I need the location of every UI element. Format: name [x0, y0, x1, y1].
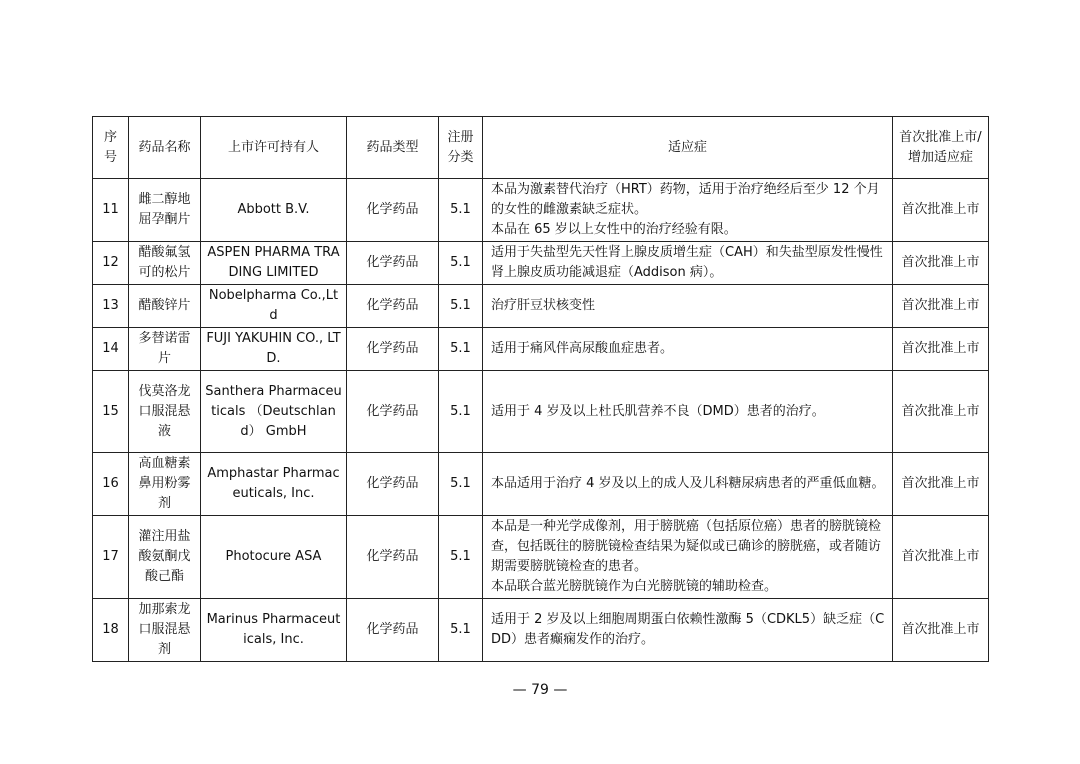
table-row [93, 285, 989, 328]
cell-indication [483, 599, 893, 662]
cell-holder: Marinus Pharmaceuticals, Inc. [201, 599, 347, 662]
indication-line: 本品为激素替代治疗（HRT）药物，适用于治疗绝经后至少 12 个月的女性的雌激素缺乏症状。 [491, 182, 880, 217]
cell-registration-class: 5.1 [439, 516, 483, 599]
cell-drug-type: 化学药品 [347, 285, 439, 328]
header-holder: 上市许可持有人 [201, 117, 347, 179]
cell-seq: 11 [93, 179, 129, 242]
header-indication: 适应症 [483, 117, 893, 179]
cell-drug-name: 伐莫洛龙口服混悬液 [129, 371, 201, 453]
cell-seq: 14 [93, 328, 129, 371]
cell-holder: Abbott B.V. [201, 179, 347, 242]
header-registration-class: 注册分类 [439, 117, 483, 179]
cell-drug-type: 化学药品 [347, 242, 439, 285]
cell-approval: 首次批准上市 [893, 328, 989, 371]
cell-drug-type: 化学药品 [347, 599, 439, 662]
cell-registration-class: 5.1 [439, 285, 483, 328]
cell-drug-name: 多替诺雷片 [129, 328, 201, 371]
cell-indication [483, 371, 893, 453]
table-row [93, 599, 989, 662]
cell-holder: Nobelpharma Co.,Ltd [201, 285, 347, 328]
cell-drug-type: 化学药品 [347, 453, 439, 516]
header-drug-name: 药品名称 [129, 117, 201, 179]
cell-drug-name: 醋酸氟氢可的松片 [129, 242, 201, 285]
cell-indication [483, 179, 893, 242]
cell-approval: 首次批准上市 [893, 453, 989, 516]
cell-approval: 首次批准上市 [893, 371, 989, 453]
header-approval: 首次批准上市/增加适应症 [893, 117, 989, 179]
cell-approval: 首次批准上市 [893, 179, 989, 242]
cell-drug-type: 化学药品 [347, 516, 439, 599]
header-drug-type: 药品类型 [347, 117, 439, 179]
cell-seq: 13 [93, 285, 129, 328]
cell-seq: 17 [93, 516, 129, 599]
cell-drug-name: 醋酸锌片 [129, 285, 201, 328]
table-row [93, 328, 989, 371]
indication-line: 适用于痛风伴高尿酸血症患者。 [491, 341, 674, 356]
indication-line: 本品适用于治疗 4 岁及以上的成人及儿科糖尿病患者的严重低血糖。 [491, 476, 885, 491]
cell-drug-name: 加那索龙口服混悬剂 [129, 599, 201, 662]
cell-seq: 16 [93, 453, 129, 516]
cell-holder: ASPEN PHARMA TRADING LIMITED [201, 242, 347, 285]
indication-line: 本品联合蓝光膀胱镜作为白光膀胱镜的辅助检查。 [491, 579, 778, 594]
table-header-row [93, 117, 989, 179]
drug-approval-table-container [92, 116, 988, 662]
cell-approval: 首次批准上市 [893, 516, 989, 599]
cell-holder: Photocure ASA [201, 516, 347, 599]
cell-registration-class: 5.1 [439, 371, 483, 453]
cell-indication [483, 328, 893, 371]
cell-registration-class: 5.1 [439, 453, 483, 516]
table-row [93, 516, 989, 599]
cell-indication [483, 242, 893, 285]
cell-drug-type: 化学药品 [347, 328, 439, 371]
drug-approval-table [92, 116, 989, 662]
cell-holder: Amphastar Pharmaceuticals, Inc. [201, 453, 347, 516]
cell-registration-class: 5.1 [439, 599, 483, 662]
cell-drug-name: 雌二醇地屈孕酮片 [129, 179, 201, 242]
header-seq: 序号 [93, 117, 129, 179]
cell-indication [483, 453, 893, 516]
cell-seq: 12 [93, 242, 129, 285]
cell-seq: 15 [93, 371, 129, 453]
cell-seq: 18 [93, 599, 129, 662]
cell-indication [483, 516, 893, 599]
cell-approval: 首次批准上市 [893, 599, 989, 662]
cell-indication [483, 285, 893, 328]
table-row [93, 179, 989, 242]
cell-approval: 首次批准上市 [893, 242, 989, 285]
indication-line: 本品在 65 岁以上女性中的治疗经验有限。 [491, 222, 737, 237]
cell-drug-type: 化学药品 [347, 179, 439, 242]
cell-drug-name: 高血糖素鼻用粉雾剂 [129, 453, 201, 516]
indication-line: 适用于失盐型先天性肾上腺皮质增生症（CAH）和失盐型原发性慢性肾上腺皮质功能减退症（Addison 病）。 [491, 245, 883, 280]
cell-registration-class: 5.1 [439, 179, 483, 242]
table-row [93, 453, 989, 516]
indication-line: 适用于 2 岁及以上细胞周期蛋白依赖性激酶 5（CDKL5）缺乏症（CDD）患者癫痫发作的治疗。 [491, 612, 885, 647]
cell-approval: 首次批准上市 [893, 285, 989, 328]
indication-line: 适用于 4 岁及以上杜氏肌营养不良（DMD）患者的治疗。 [491, 403, 825, 419]
indication-line: 治疗肝豆状核变性 [491, 298, 596, 313]
table-body [93, 179, 989, 662]
cell-holder: FUJI YAKUHIN CO., LTD. [201, 328, 347, 371]
table-row [93, 371, 989, 453]
table-row [93, 242, 989, 285]
cell-drug-name: 灌注用盐酸氨酮戊酸己酯 [129, 516, 201, 599]
cell-registration-class: 5.1 [439, 242, 483, 285]
indication-line: 本品是一种光学成像剂，用于膀胱癌（包括原位癌）患者的膀胱镜检查，包括既往的膀胱镜检查结果为疑似或已确诊的膀胱癌，或者随访期需要膀胱镜检查的患者。 [491, 519, 882, 574]
page-number: — 79 — [512, 682, 568, 698]
cell-holder: Santhera Pharmaceuticals （Deutschland） GmbH [201, 371, 347, 453]
cell-drug-type: 化学药品 [347, 371, 439, 453]
cell-registration-class: 5.1 [439, 328, 483, 371]
